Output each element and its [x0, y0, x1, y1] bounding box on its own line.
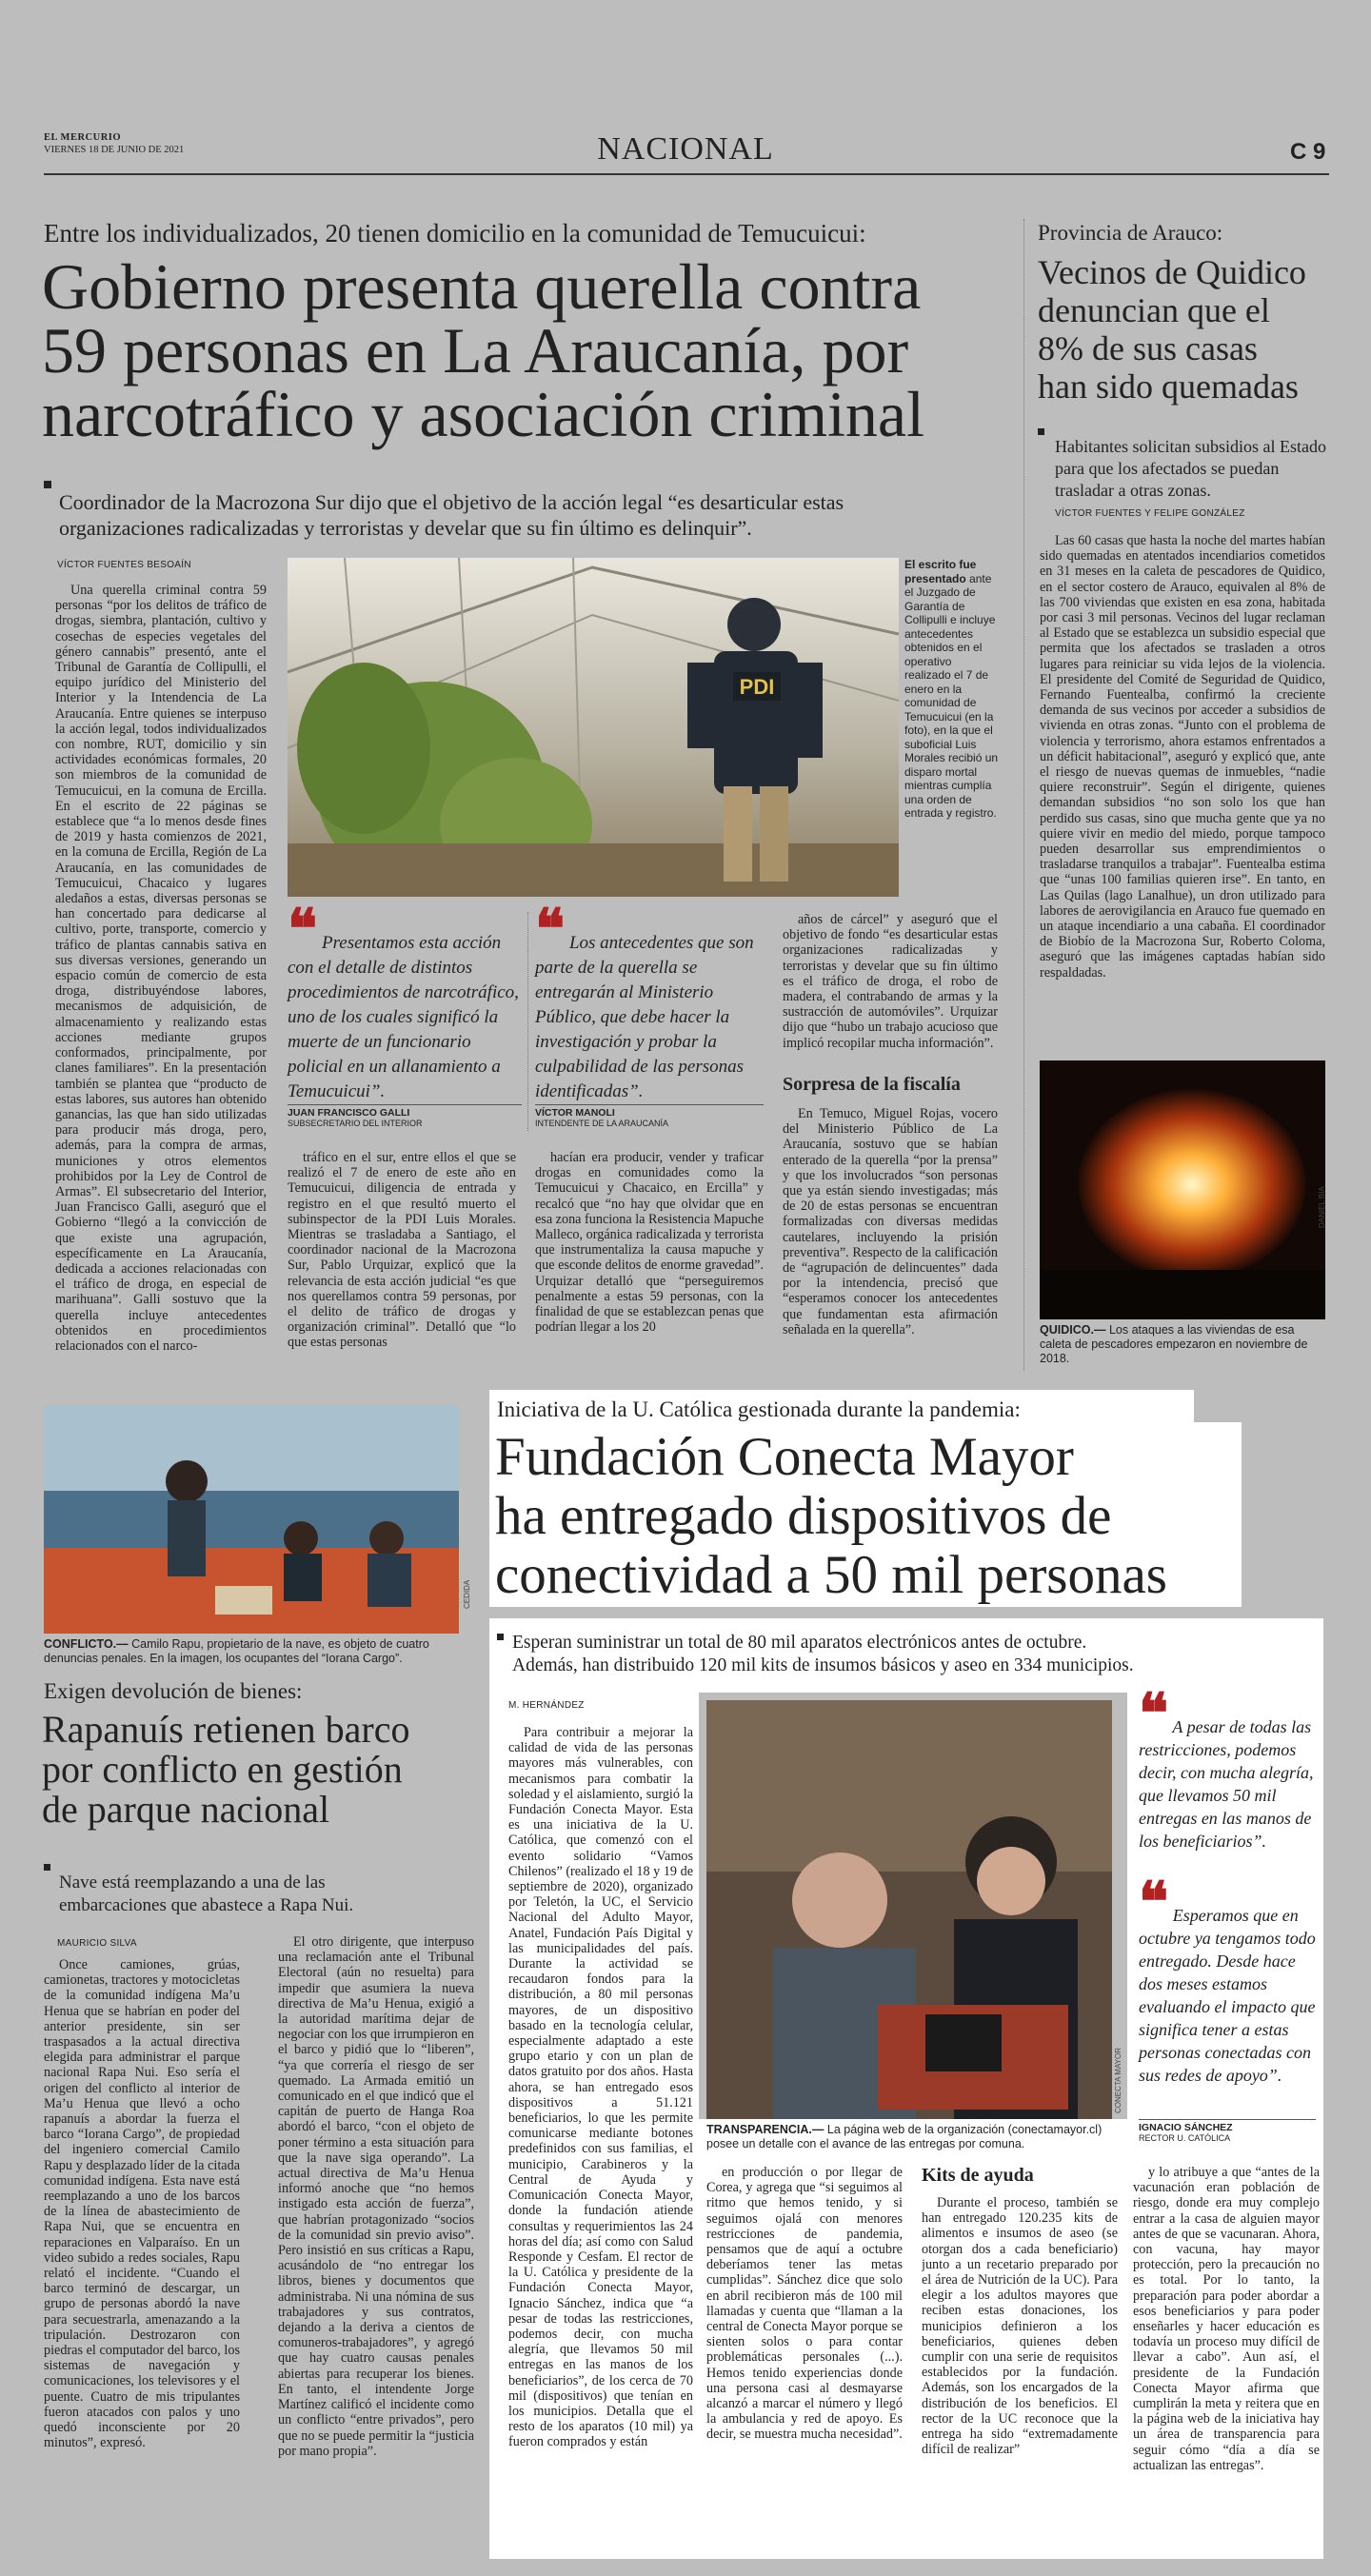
fire-image [1040, 1060, 1325, 1319]
fund-quote-name: IGNACIO SÁNCHEZ [1139, 2122, 1233, 2133]
main-deck-line2: organizaciones radicalizadas y terroristas y develar que su fin último es delinquir”. [59, 516, 752, 540]
section-title: NACIONAL [597, 131, 774, 167]
rapanui-byline: MAURICIO SILVA [57, 1938, 137, 1949]
arauco-photo [1040, 1060, 1325, 1319]
pdi-badge: PDI [739, 675, 775, 699]
fund-quote1-text: A pesar de todas las restricciones, podemos decir, con mucha alegría, que llevamos 50 mil entregas en las manos de los beneficiarios”. [1139, 1717, 1314, 1851]
main-col4b-text: En Temuco, Miguel Rojas, vocero del Ministerio Público de La Araucanía, sostuvo que se habían enterado de la querella “por la prensa” y que los involucrados “son personas que ya están siendo investigadas; más de 20 de estas personas se encuentran formalizadas con diversas medidas cautelares, incluyendo la prisión preventiva”. Respecto de la calificación de “agrupación de delincuentes” dada por la intendencia, precisó que “esperamos conocer los antecedentes que fundamentan esta afirmación señalada en la querella”. [783, 1106, 998, 1338]
rapanui-headline-line3: de parque nacional [42, 1788, 330, 1831]
deck-bullet [44, 481, 51, 488]
fund-caption [706, 2123, 1116, 2151]
fund-col4-text: y lo atribuye a que “antes de la vacunación eran población de riesgo, donde era muy complejo entrar a la casa de alguien mayor antes de que se vacunaran. Ahora, con vacuna, hay mayor protección, pero la precaución no es total. Por lo tanto, la preparación para poder abordar a esos beneficiarios y para poder enseñarles y hacer educación es todavía un proceso muy difícil de llevar a cabo”. Aun así, el presidente de la Fundación Conecta Mayor afirma que cumplirán la meta y reitera que en la página web de la iniciativa hay un área de transparencia para seguir cómo “día a día se actualizan las entregas”. [1133, 2165, 1320, 2473]
main-quote2 [535, 897, 764, 1104]
rapanui-caption [44, 1637, 463, 1666]
arauco-deck: Habitantes solicitan subsidios al Estado para que los afectados se puedan trasladar a otras zonas. [1055, 437, 1326, 500]
arauco-caption [1040, 1323, 1325, 1366]
fund-headline-line1: Fundación Conecta Mayor [495, 1427, 1074, 1487]
arauco-photo-credit: DANIEL BIA [1318, 1186, 1326, 1228]
rapanui-deck-bullet [44, 1864, 50, 1871]
main-col1 [55, 583, 267, 1363]
main-quote1-attrib [288, 1104, 522, 1128]
rapanui-photo-credit: CEDIDA [463, 1579, 471, 1609]
quote1-role: SUBSECRETARIO DEL INTERIOR [288, 1119, 423, 1128]
fund-subhead: Kits de ayuda [922, 2165, 1034, 2186]
main-caption-title: El escrito fue presentado [904, 558, 977, 585]
quote1-name: JUAN FRANCISCO GALLI [288, 1107, 410, 1119]
fund-deck-line1: Esperan suministrar un total de 80 mil aparatos electrónicos antes de octubre. [512, 1633, 1087, 1653]
quote-divider [527, 912, 528, 1131]
quote-mark-icon: ❝ [1139, 1870, 1169, 1934]
arauco-kicker: Provincia de Arauco: [1038, 221, 1223, 245]
fund-headline-line3: conectividad a 50 mil personas [495, 1545, 1167, 1605]
main-col3 [535, 1150, 764, 1364]
main-photo [288, 558, 899, 897]
main-col4 [783, 912, 998, 1064]
rapanui-col1-text: Once camiones, grúas, camionetas, tractores y motocicletas de la comunidad indígena Ma’u Henua que se habrían en poder del anterior presidente, sin ser traspasados a la actual directiva elegida para administrar el parque nacional Rapa Nui. Eso sería el origen del conflicto al interior de Ma’u Henua que llevó a ocho rapanuís a abordar la fuerza el barco “Iorana Cargo”, de propiedad del ingeniero comercial Camilo Rapu y desplazado líder de la citada comunidad indígena. Esta nave está reemplazando a uno de los barcos de la línea de abastecimiento de Rapa Nui, que se encuentra en reparaciones en Valparaíso. En un video subido a redes sociales, Rapu relató el incidente. “Cuando el barco terminó de descargar, un grupo de personas abordó la nave para secuestrarla, amenazando a la tripulación. Destrozaron con piedras el computador del barco, los sistemas de navegación y comunicaciones, los televisores y el puente. Cuatro de mis tripulantes fueron atacados con palos y uno quedó inconsciente por 20 minutos”, expresó. [44, 1957, 240, 2451]
arauco-caption-title: QUIDICO.— [1040, 1323, 1106, 1337]
main-headline-line3: narcotráfico y asociación criminal [42, 378, 924, 450]
fund-caption-title: TRANSPARENCIA.— [706, 2123, 825, 2136]
main-headline-line2: 59 personas en La Araucanía, por [42, 314, 909, 386]
main-col3-text: hacían era producir, vender y traficar drogas en comunidades como la Temucuicui y Chacaico, en Ercilla” y recalcó que “no hay que olvidar que en esa zona funciona la Resistencia Mapuche Malleco, orgánica radicalizada y terrorista que instrumentaliza la causa mapuche y que esconde delitos de enorme gravedad”. Urquizar detalló que “perseguiremos penalmente a estas 59 personas, con la finalidad de que se establezcan penas que podrían llegar a los 20 [535, 1150, 764, 1336]
arauco-caption-body: Los ataques a las viviendas de esa caleta de pescadores empezaron en noviembre de 2018. [1040, 1323, 1308, 1365]
rapanui-photo [44, 1405, 459, 1634]
main-col2-text: tráfico en el sur, entre ellos el que se realizó el 7 de enero de este año en Temucuicui, diligencia de entrada y registro en el que resultó muerto el subinspector de la PDI Luis Morales. Mientras se trasladaba a Santiago, el coordinador nacional de la Macrozona Sur, Pablo Urquizar, explicó que la relevancia de esta acción judicial “es que nos querellamos contra 59 personas, por el delito de tráfico de drogas y organización criminal”. Detalló que “lo que estas personas [288, 1150, 516, 1351]
quote-mark-icon: ❝ [288, 897, 318, 961]
greenhouse-police-image [288, 558, 899, 897]
rapanui-deck [59, 1872, 478, 1917]
arauco-body-text: Las 60 casas que hasta la noche del martes habían sido quemadas en atentados incendiarios cometidos en 31 meses en la caleta de pescadores de Quidico, en el sector costero de Arauco, equivalen al 8% de las 700 viviendas que existen en esa zona, habitada por casi 3 mil personas. Vecinos del lugar reclaman al Estado que se establezca un subsidio especial que permita que los afectados se trasladen a otros lugares para reiniciar su vida lejos de la violencia. El presidente del Comité de Seguridad de Quidico, Fernando Fuentealba, confirmó la creciente demanda de sus vecinos por acceder a subsidios de vivienda en otras zonas. “Junto con el problema de violencia y terrorismo, ahora estamos enfrentados a un déficit habitacional”, aseguró y explicó que, ante el riesgo de nuevas quemas de inmuebles, “nadie quiere reconstruir”. Según el dirigente, quienes demandan subsidios “no son solo los que han perdido sus casas, sino que mucha gente que ya no quiere vivir en medio del miedo, porque tampoco pueden desarrollar sus emprendimientos o trasladarse tranquilos a trabajar”. Fuentealba estima que “unas 100 familias quieren irse”. En tanto, en Las Quilas (lago Lanalhue), un dron utilizado para labores de aerovigilancia en Arauco fue quemado en un ataque incendiario a una cabaña. El coordinador de Biobío de la Macrozona Sur, Roberto Coloma, aseguró que las imágenes captadas habían sido respaldadas. [1040, 533, 1325, 981]
rapanui-caption-title: CONFLICTO.— [44, 1637, 129, 1651]
arauco-headline-line2: denuncian que el [1038, 291, 1270, 329]
fund-deck [512, 1632, 1321, 1677]
masthead: EL MERCURIO [44, 132, 122, 143]
fund-col4 [1133, 2165, 1320, 2553]
arauco-headline-line1: Vecinos de Quidico [1038, 253, 1306, 291]
arauco-headline-line4: han sido quemadas [1038, 367, 1299, 406]
rapanui-caption-body: Camilo Rapu, propietario de la nave, es objeto de cuatro denuncias penales. En la imagen, los ocupantes del “Iorana Cargo”. [44, 1637, 429, 1665]
arauco-body [1040, 533, 1325, 1053]
fund-caption-body: La página web de la organización (conectamayor.cl) posee un detalle con el avance de las entregas por comuna. [706, 2123, 1103, 2150]
fund-quote1 [1139, 1681, 1316, 1853]
main-col1-text: Una querella criminal contra 59 personas “por los delitos de tráfico de drogas, siembra, plantación, cultivo y cosechas de especies vegetales del género cannabis” presentó, ante el Tribunal de Garantía de Collipulli, el equipo jurídico del Ministerio del Interior y la Intendencia de La Araucanía. Entre quienes se interpuso la acción legal, todos individualizados con nombre, RUT, domicilio y sin actividades económicas formales, 20 son miembros de la comunidad de Temucuicui, en la comuna de Ercilla. En el escrito de 22 páginas se establece que “a lo menos desde fines de 2019 y hasta comienzos de 2021, en la comuna de Ercilla, Región de La Araucanía, en las comunidades de Temucuicui, Chacaico y lugares aledaños a estas, diversas personas se han concertado para dedicarse al cultivo, porte, transporte, comercio y tráfico de plantas cannabis sativa en sus diversas versiones, generando un espacio común de comercio de esta droga, distribuyéndose labores, mecanismos de adquisición, de almacenamiento y realizando estas acciones mediante grupos conformados, principalmente, por clanes familiares”. En la presentación también se plantea que “producto de estas labores, sus autores han obtenido ganancias, las que han sido utilizadas para producir más droga, pero, además, para la compra de armas, municiones y otros elementos prohibidos por la Ley de Control de Armas”. El subsecretario del Interior, Juan Francisco Galli, aseguró que el Gobierno “llegó a la convicción de que existe una agrupación, específicamente en La Araucanía, dedicada a acciones relacionadas con el tráfico de droga, en especial de marihuana”. Galli sostuvo que la querella incluye antecedentes obtenidos en procedimientos relacionados con el narco- [55, 583, 267, 1354]
rapanui-deck-line1: Nave está reemplazando a una de las [59, 1873, 326, 1892]
boat-people-image [44, 1405, 459, 1634]
main-quote2-text: Los antecedentes que son parte de la querella se entregarán al Ministerio Público, que debe hacer la investigación y probar la culpabilidad de las personas identificadas”. [535, 933, 754, 1101]
fund-col3 [922, 2195, 1118, 2553]
fund-photo-credit: CONECTA MAYOR [1114, 2047, 1123, 2113]
arauco-headline [1038, 253, 1342, 406]
quote-mark-icon: ❝ [1139, 1681, 1169, 1746]
arauco-byline: VÍCTOR FUENTES Y FELIPE GONZÁLEZ [1055, 508, 1245, 519]
elderly-tablet-image [706, 1700, 1112, 2119]
main-col4b [783, 1106, 998, 1365]
fund-col2 [706, 2165, 903, 2553]
main-subhead: Sorpresa de la fiscalía [783, 1074, 961, 1095]
arauco-headline-line3: 8% de sus casas [1038, 329, 1258, 367]
fund-headline-line2: ha entregado dispositivos de [495, 1486, 1112, 1546]
fund-photo [706, 1700, 1112, 2119]
rapanui-col2-text: El otro dirigente, que interpuso una reclamación ante el Tribunal Electoral (aún no resuelta) para impedir que asumiera la nueva directiva de Ma’u Henua, exigió a la autoridad marítima dejar de negociar con los que irrumpieron en el barco y pidió que lo “liberen”, “ya que correría el riesgo de ser quemado. La Armada emitió un comunicado en el que indicó que el capitán de puerto de Hanga Roa abordó el barco, “con el objeto de poner término a esta situación para que la nave siga operando”. La actual directiva de Ma’u Henua informó anoche que “no hemos instigado esta acción de fuerza”, que habrían protagonizado “socios de la comunidad sin previo aviso”. Pero insistió en sus críticas a Rapu, acusándolo de “no entregar los libros, bienes y documentos que administraba. Ni una nómina de sus trabajadores y sus contratos, dejando a la deriva a cientos de comuneros-trabajadores”, y agregó que hay cuatro causas penales abiertas para recuperar los bienes. En tanto, el intendente Jorge Martínez calificó el incidente como un conflicto “entre privados”, pero que no se puede permitir la “justicia por mano propia”. [278, 1934, 474, 2459]
main-photo-caption [904, 558, 1000, 821]
main-caption-body: ante el Juzgado de Garantía de Collipulli e incluye antecedentes obtenidos en el operativo realizado el 7 de enero en la comunidad de Temucuicui (en la foto), en la que el suboficial Luis Morales recibió un disparo mortal mientras cumplía una orden de entrada y registro. [904, 571, 999, 820]
quote2-role: INTENDENTE DE LA ARAUCANÍA [535, 1119, 669, 1128]
main-headline [42, 250, 1013, 450]
header-rule [44, 173, 1329, 175]
quote2-name: VÍCTOR MANOLI [535, 1107, 615, 1119]
main-headline-line1: Gobierno presenta querella contra [42, 250, 922, 323]
main-deck [59, 489, 1011, 541]
main-quote1-text: Presentamos esta acción con el detalle de distintos procedimientos de narcotráfico, uno de los cuales significó la muerte de un funcionario policial en un allanamiento a Temucuicui”. [288, 933, 519, 1101]
rapanui-kicker: Exigen devolución de bienes: [44, 1679, 303, 1703]
page-number: C 9 [1290, 139, 1326, 165]
main-kicker: Entre los individualizados, 20 tienen domicilio en la comunidad de Temucuicui: [44, 219, 866, 248]
fund-col1-text: Para contribuir a mejorar la calidad de vida de las personas mayores más vulnerables, con mecanismos para combatir la soledad y el aislamiento, surgió la Fundación Conecta Mayor. Esta es una iniciativa de la U. Católica, que comenzó con el evento solidario “Vamos Chilenos” (realizado el 18 y 19 de septiembre de 2020), organizado por Teletón, la UC, el Servicio Nacional del Adulto Mayor, Anatel, Fundación País Digital y las municipalidades del país. Durante la actividad se recaudaron fondos para la distribución, a 80 mil personas mayores, de un dispositivo basado en la tecnología celular, especialmente adaptado a este grupo etario y con un plan de datos gratuito por dos años. Hasta ahora, se han entregado esos dispositivos a 51.121 beneficiarios, lo que les permite comunicarse mediante botones predefinidos con sus familias, el municipio, Carabineros y la Central de Ayuda y Comunicación Conecta Mayor, donde la fundación atiende consultas y requerimientos las 24 horas del día; así como con Salud Responde y Cesfam. El rector de la U. Católica y presidente de la Fundación Conecta Mayor, Ignacio Sánchez, indica que “a pesar de todas las restricciones, podemos decir, con mucha alegría, que llevamos 50 mil entregas en las manos de los beneficiarios”, de los cerca de 70 mil (dispositivos) que tenían en los municipios. Detalla que el resto de los aparatos (10 mil) ya fueron comprados y están [508, 1725, 693, 2450]
quote-mark-icon: ❝ [535, 897, 566, 961]
fund-quote2-text: Esperamos que en octubre ya tengamos todo entregado. Desde hace dos meses estamos evaluando el impacto que significa tener a estas personas conectadas con sus redes de apoyo”. [1139, 1906, 1316, 2085]
rapanui-col1 [44, 1957, 240, 2557]
fund-quote2 [1139, 1870, 1316, 2087]
fund-col3-text: Durante el proceso, también se han entregado 120.235 kits de alimentos e insumos de aseo (se otorgan dos a cada beneficiario) junto a un recetario preparado por el área de Nutrición de la UC). Para elegir a los adultos mayores que reciben estas donaciones, los municipios definieron a los beneficiarios, quienes deben cumplir con una serie de requisitos establecidos por la fundación. Además, son los encargados de la distribución de los beneficios. El rector de la UC reconoce que la entrega ha sido “extremadamente difícil de realizar” [922, 2195, 1118, 2458]
main-deck-line1: Coordinador de la Macrozona Sur dijo que el objetivo de la acción legal “es desarticular estas [59, 490, 844, 514]
main-quote2-attrib [535, 1104, 764, 1128]
rapanui-deck-line2: embarcaciones que abastece a Rapa Nui. [59, 1895, 354, 1915]
fund-deck-line2: Además, han distribuido 120 mil kits de insumos básicos y aseo en 334 municipios. [512, 1655, 1134, 1675]
main-quote1 [288, 897, 522, 1104]
rapanui-headline [42, 1710, 480, 1830]
sidebar-divider [1023, 219, 1024, 1371]
main-col2 [288, 1150, 516, 1364]
main-col4-text: años de cárcel” y aseguró que el objetivo de fondo “es desarticular estas organizaciones radicalizadas y terroristas y develar que su fin último es el tráfico de droga, el robo de madera, el contrabando de armas y la sustracción de automóviles”. Urquizar dijo que “hubo un trabajo acucioso que implicó recopilar mucha información”. [783, 912, 998, 1051]
issue-date: VIERNES 18 DE JUNIO DE 2021 [44, 145, 185, 155]
fund-headline [495, 1428, 1257, 1605]
arauco-deck-bullet [1038, 428, 1044, 435]
fund-col2-text: en producción o por llegar de Corea, y agrega que “si seguimos al ritmo que hemos tenido, y si seguimos ojalá con menores restricciones de pandemia, pensamos que de aquí a octubre deberíamos tener las metas cumplidas”. Sánchez dice que solo en abril recibieron más de 100 mil llamadas y cuenta que “llaman a la central de Conecta Mayor porque se sienten solos o para contar problemáticas personales (...). Hemos tenido experiencias donde una persona casi al desmayarse alcanzó a marcar el número y llegó la ambulancia y red de apoyo. Es decir, se muestra mucha necesidad”. [706, 2165, 903, 2443]
rapanui-col2 [278, 1934, 474, 2557]
main-byline: VÍCTOR FUENTES BESOAÍN [57, 560, 191, 570]
fund-quote-attrib [1139, 2119, 1316, 2143]
fund-deck-bullet [497, 1634, 504, 1640]
fund-byline: M. HERNÁNDEZ [508, 1700, 585, 1711]
fund-quote-role: RECTOR U. CATÓLICA [1139, 2133, 1231, 2143]
rapanui-headline-line2: por conflicto en gestión [42, 1748, 403, 1791]
rapanui-headline-line1: Rapanuís retienen barco [42, 1708, 410, 1751]
fund-col1 [508, 1725, 693, 2553]
fund-kicker: Iniciativa de la U. Católica gestionada durante la pandemia: [497, 1397, 1021, 1421]
